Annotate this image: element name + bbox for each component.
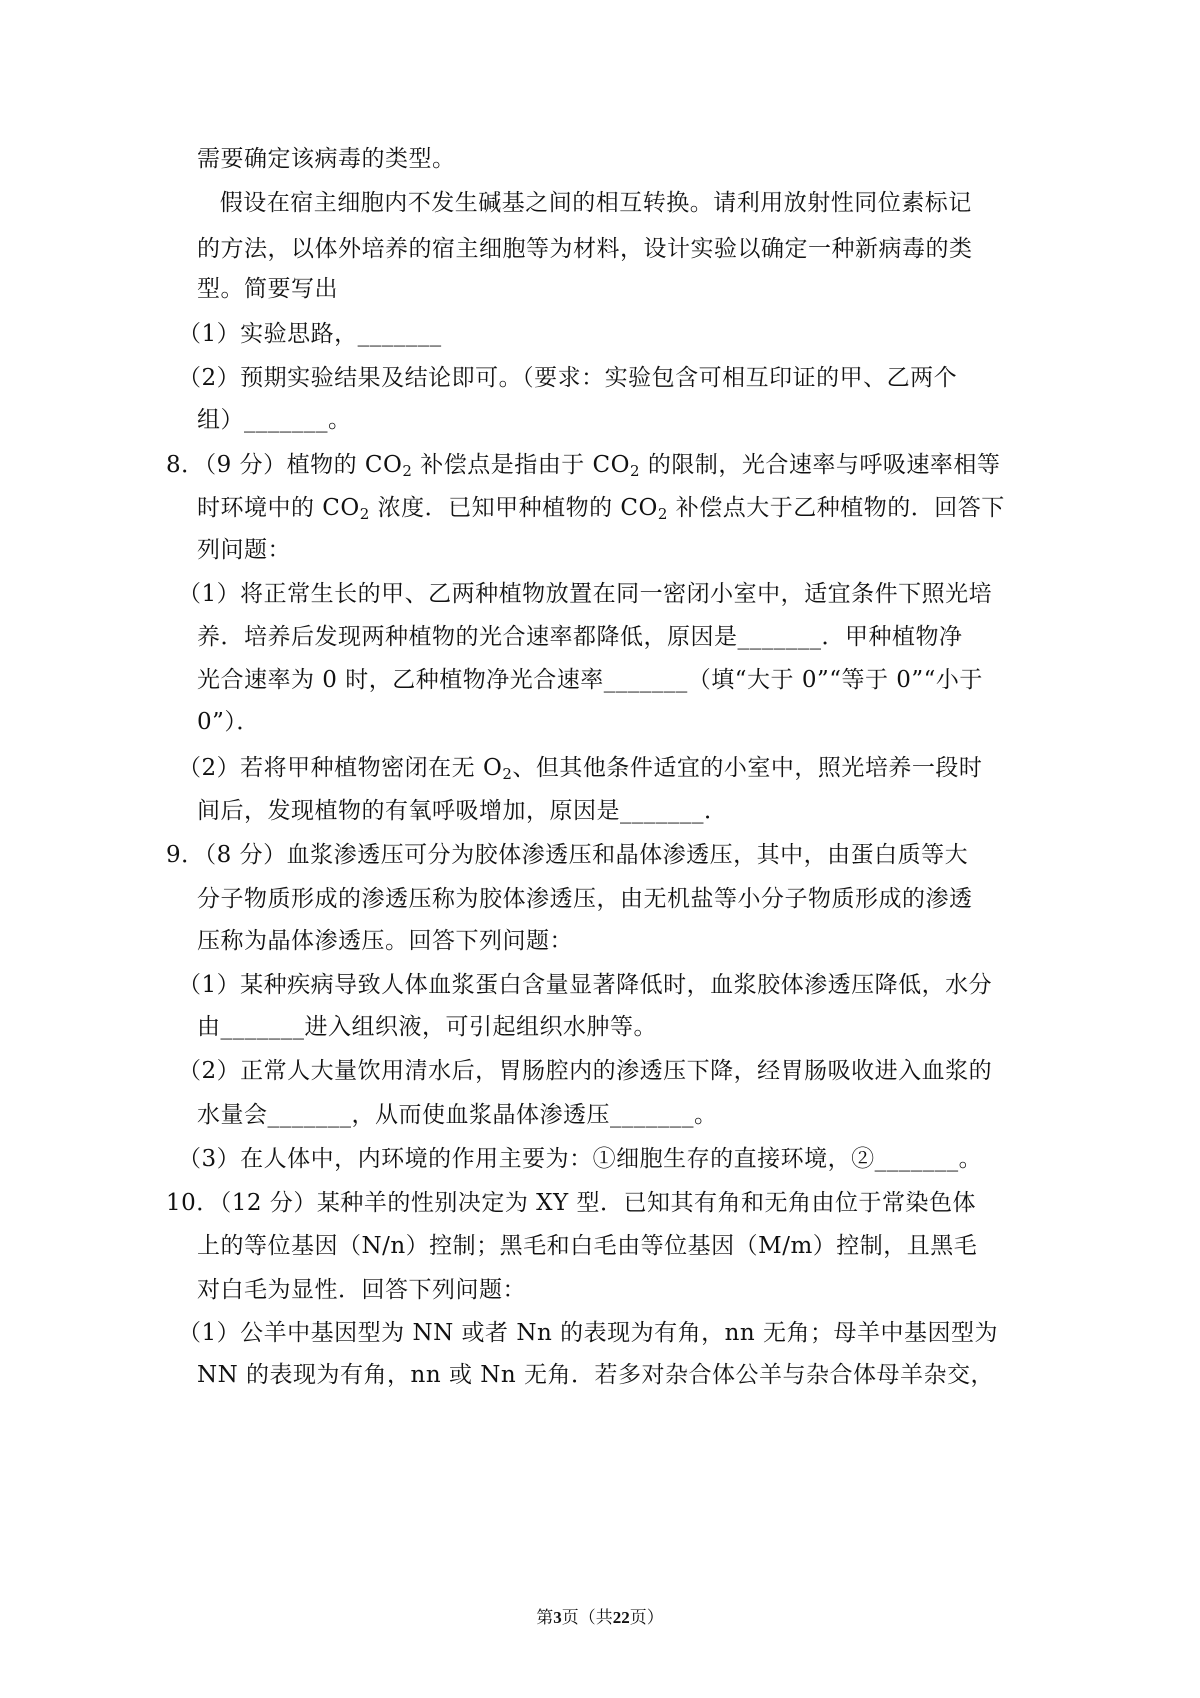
page-footer	[0, 1603, 1200, 1628]
text-line	[178, 1056, 992, 1086]
text-line	[197, 1231, 977, 1261]
text-line	[178, 753, 982, 789]
text-line	[197, 622, 963, 652]
line-segment: 补偿点是指由于 CO	[412, 452, 630, 478]
text-line	[197, 1275, 526, 1305]
line-segment: 假设在宿主细胞内不发生碱基之间的相互转换。请利用放射性同位素标记	[212, 190, 972, 216]
line-segment: （2）正常人大量饮用清水后，胃肠腔内的渗透压下降，经胃肠吸收进入血浆的	[178, 1058, 993, 1084]
text-line	[166, 450, 1000, 486]
subscript: 2	[359, 505, 370, 523]
text-line	[178, 319, 442, 349]
text-line	[166, 1188, 976, 1218]
line-segment: 需要确定该病毒的类型。	[197, 146, 456, 172]
line-segment: （1）将正常生长的甲、乙两种植物放置在同一密闭小室中，适宜条件下照光培	[178, 581, 993, 607]
line-segment: 浓度．已知甲种植物的 CO	[369, 495, 658, 521]
line-segment: 间后，发现植物的有氧呼吸增加，原因是_______．	[197, 798, 728, 824]
line-segment: 10．（12 分）某种羊的性别决定为 XY 型．已知其有角和无角由位于常染色体	[166, 1190, 977, 1216]
footer-prefix: 第	[536, 1608, 554, 1628]
line-segment: 光合速率为 0 时，乙种植物净光合速率_______（填“大于 0”“等于 0”“小于	[197, 667, 983, 693]
line-segment: （1）公羊中基因型为 NN 或者 Nn 的表现为有角，nn 无角；母羊中基因型为	[178, 1320, 999, 1346]
text-line	[197, 535, 291, 565]
line-segment: 型。简要写出	[197, 276, 338, 302]
line-segment: 对白毛为显性．回答下列问题：	[197, 1277, 526, 1303]
line-segment: 列问题：	[197, 537, 291, 563]
text-line	[197, 144, 456, 174]
line-segment: 补偿点大于乙种植物的．回答下	[667, 495, 1005, 521]
line-segment: 由_______进入组织液，可引起组织水肿等。	[197, 1014, 657, 1040]
line-segment: 养．培养后发现两种植物的光合速率都降低，原因是_______．甲种植物净	[197, 624, 963, 650]
text-line	[197, 665, 983, 695]
footer-suffix: 页）	[629, 1608, 664, 1628]
text-line	[197, 234, 973, 264]
text-line	[197, 1360, 994, 1390]
line-segment: 压称为晶体渗透压。回答下列问题：	[197, 928, 573, 954]
text-line	[197, 796, 728, 826]
footer-total-pages: 22	[612, 1608, 630, 1627]
text-line	[197, 884, 973, 914]
text-line	[197, 707, 260, 737]
text-line	[178, 363, 957, 393]
subscript: 2	[402, 462, 413, 480]
text-line	[197, 926, 573, 956]
line-segment: （2）若将甲种植物密闭在无 O	[178, 755, 503, 781]
line-segment: 的方法，以体外培养的宿主细胞等为材料，设计实验以确定一种新病毒的类	[197, 236, 973, 262]
text-line	[197, 493, 1005, 529]
line-segment: （3）在人体中，内环境的作用主要为：①细胞生存的直接环境，②_______。	[178, 1146, 983, 1172]
line-segment: NN 的表现为有角，nn 或 Nn 无角．若多对杂合体公羊与杂合体母羊杂交，	[197, 1362, 995, 1388]
subscript: 2	[629, 462, 641, 480]
line-segment: 8．（9 分）植物的 CO	[166, 452, 403, 478]
text-line	[166, 840, 968, 870]
subscript: 2	[657, 505, 668, 523]
line-segment: 组）_______。	[197, 407, 352, 433]
text-line	[178, 970, 992, 1000]
line-segment: （1）某种疾病导致人体血浆蛋白含量显著降低时，血浆胶体渗透压降低，水分	[178, 972, 993, 998]
line-segment: （2）预期实验结果及结论即可。（要求：实验包含可相互印证的甲、乙两个	[178, 365, 958, 391]
line-segment: 0”）．	[197, 709, 260, 735]
text-line	[197, 405, 352, 435]
text-line	[212, 188, 972, 218]
text-line	[197, 274, 338, 304]
line-segment: 的限制，光合速率与呼吸速率相等	[640, 452, 1001, 478]
text-line	[197, 1100, 718, 1130]
line-segment: （1）实验思路，_______	[178, 321, 442, 347]
subscript: 2	[502, 765, 513, 783]
footer-middle: 页（共	[561, 1608, 613, 1628]
line-segment: 上的等位基因（N/n）控制；黑毛和白毛由等位基因（M/m）控制，且黑毛	[197, 1233, 978, 1259]
footer-page-number: 3	[553, 1608, 562, 1627]
line-segment: 时环境中的 CO	[197, 495, 360, 521]
line-segment: 、但其他条件适宜的小室中，照光培养一段时	[512, 755, 983, 781]
line-segment: 分子物质形成的渗透压称为胶体渗透压，由无机盐等小分子物质形成的渗透	[197, 886, 973, 912]
line-segment: 水量会_______，从而使血浆晶体渗透压_______。	[197, 1102, 718, 1128]
text-line	[197, 1012, 657, 1042]
line-segment: 9．（8 分）血浆渗透压可分为胶体渗透压和晶体渗透压，其中，由蛋白质等大	[166, 842, 969, 868]
text-line	[178, 579, 992, 609]
text-line	[178, 1318, 998, 1348]
text-line	[178, 1144, 982, 1174]
